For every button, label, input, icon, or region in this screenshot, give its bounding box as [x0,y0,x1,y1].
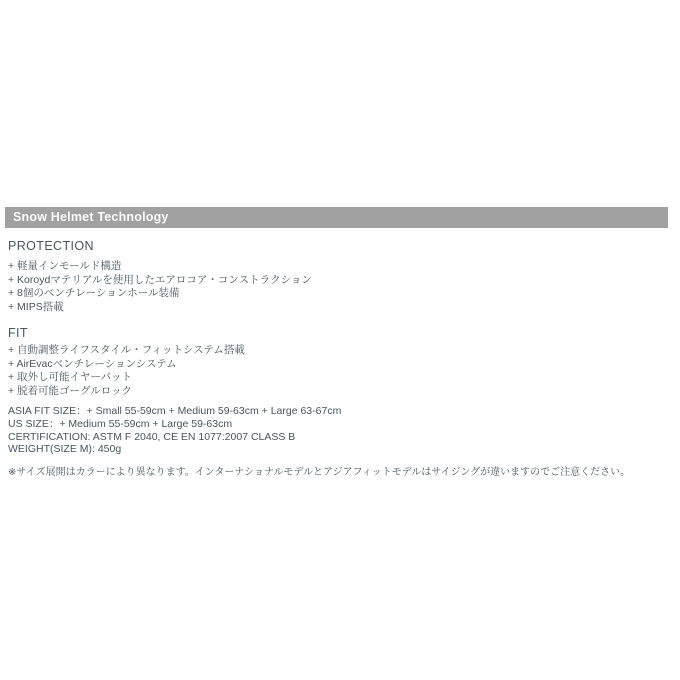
fit-feature-list [8,344,245,398]
spec-certification: CERTIFICATION: ASTM F 2040, CE EN 1077:2007 CLASS B [8,430,296,443]
spec-block [8,405,341,456]
spec-us-size: US SIZE：+ Medium 55-59cm + Large 59-63cm [8,417,233,430]
protection-feature-item: + MIPS搭載 [8,300,64,313]
section-header-bar: Snow Helmet Technology [5,207,668,228]
protection-feature-list [8,260,312,314]
protection-feature-item: + Koroydマテリアルを使用したエアロコア・コンストラクション [8,273,312,286]
protection-feature-item: + 8個のベンチレーションホール装備 [8,287,180,299]
size-disclaimer-footnote: ※サイズ展開はカラーにより異なります。インターナショナルモデルとアジアフィットモデルはサイジングが違いますのでご注意ください。 [8,467,631,478]
fit-feature-item: + 脱着可能ゴーグルロック [8,384,133,397]
fit-feature-item: + 自動調整ライフスタイル・フィットシステム搭載 [8,344,245,356]
protection-section-heading: PROTECTION [8,239,94,253]
fit-feature-item: + 取外し可能イヤーパット [8,371,133,383]
fit-section-heading: FIT [8,326,28,340]
fit-feature-item: + AirEvacベンチレーションシステム [8,357,177,370]
spec-weight: WEIGHT(SIZE M): 450g [8,443,122,456]
spec-asia-fit-size: ASIA FIT SIZE：+ Small 55-59cm + Medium 59-63cm + Large 63-67cm [8,405,342,417]
protection-feature-item: + 軽量インモールド構造 [8,260,122,272]
